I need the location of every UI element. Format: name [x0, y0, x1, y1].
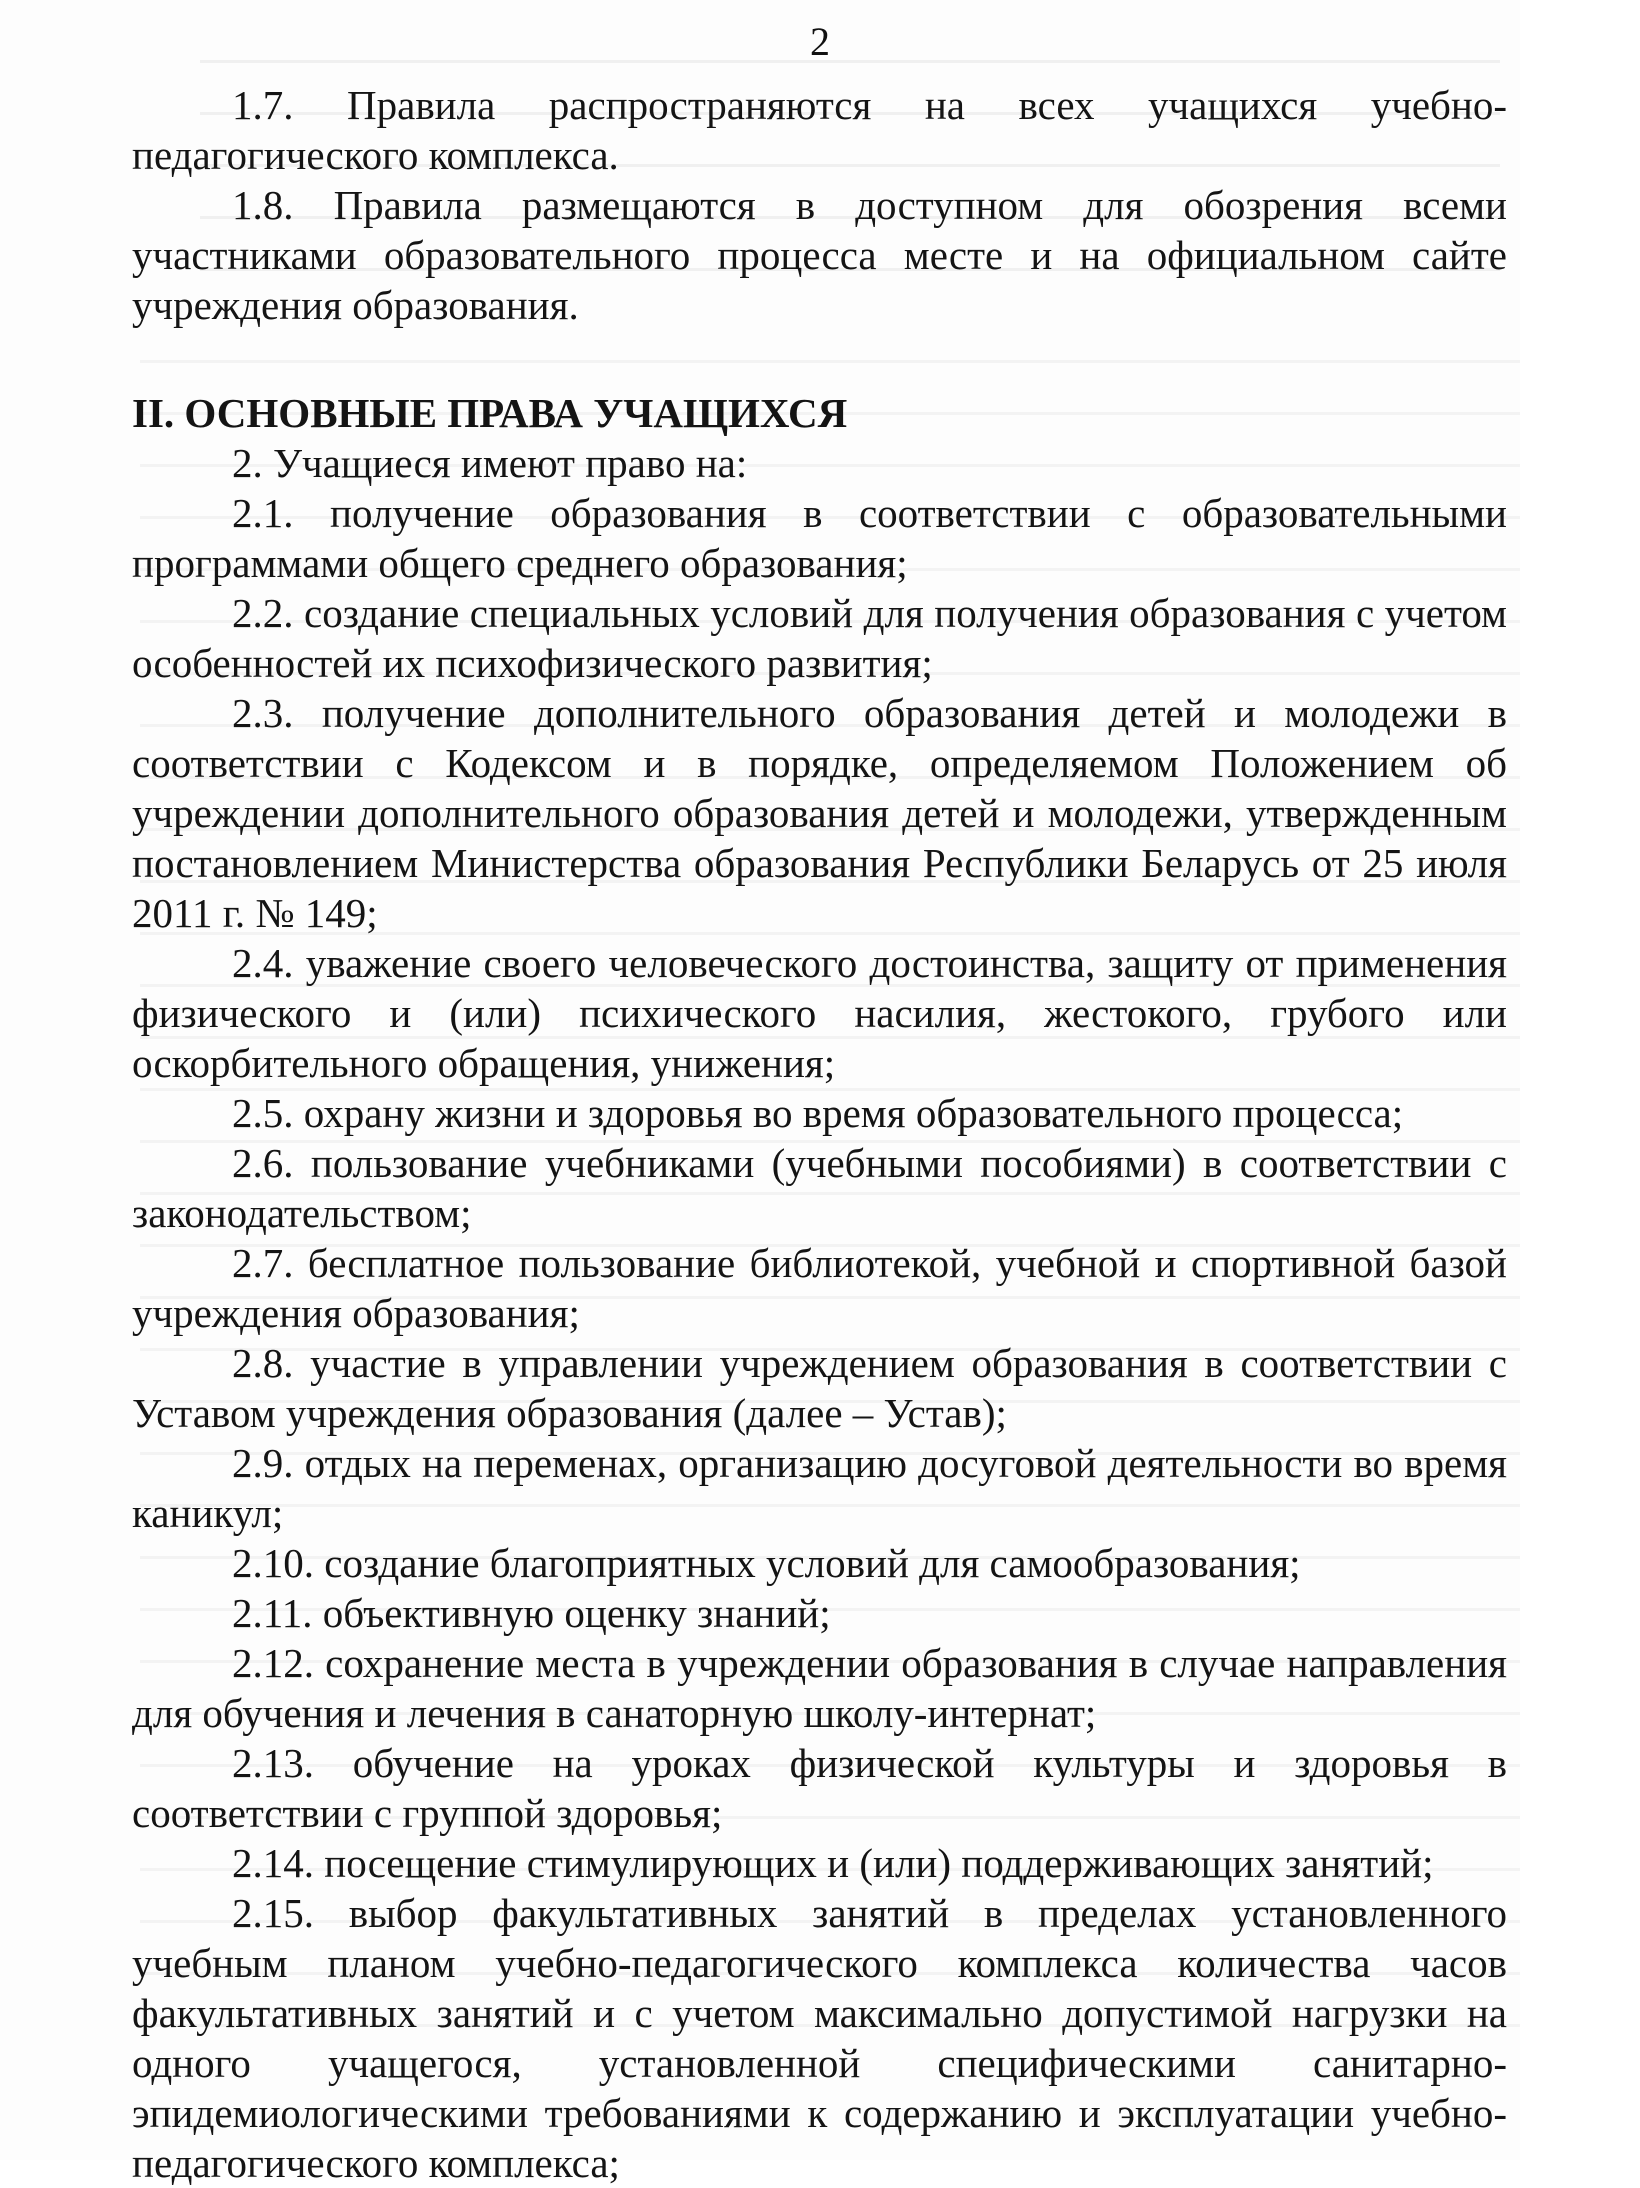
section-spacer	[132, 330, 1507, 388]
document-body	[132, 80, 1507, 2188]
paragraph-2-15: 2.15. выбор факультативных занятий в пределах установленного учебным планом учебно-педагогического комплекса количества часов факультативных занятий и с учетом максимально допустимой нагрузки на одного учащегося, установленной специфическими санитарно-эпидемиологическими требованиями к содержанию и эксплуатации учебно-педагогического комплекса;	[132, 1890, 1507, 2186]
paragraph-2-14: 2.14. посещение стимулирующих и (или) поддерживающих занятий;	[232, 1840, 1434, 1886]
paragraph-2-10: 2.10. создание благоприятных условий для самообразования;	[232, 1540, 1301, 1586]
paragraph-2-6: 2.6. пользование учебниками (учебными пособиями) в соответствии с законодательством;	[132, 1140, 1507, 1236]
section-heading: II. ОСНОВНЫЕ ПРАВА УЧАЩИХСЯ	[132, 390, 848, 436]
paragraph-2-7: 2.7. бесплатное пользование библиотекой, учебной и спортивной базой учреждения образования;	[132, 1240, 1507, 1336]
paragraph-2: 2. Учащиеся имеют право на:	[232, 440, 748, 486]
paragraph-2-2: 2.2. создание специальных условий для получения образования с учетом особенностей их психофизического развития;	[132, 590, 1507, 686]
paragraph-2-11: 2.11. объективную оценку знаний;	[232, 1590, 831, 1636]
paragraph-2-13: 2.13. обучение на уроках физической культуры и здоровья в соответствии с группой здоровья;	[132, 1740, 1507, 1836]
page-number: 2	[810, 19, 830, 64]
paragraph-1-8: 1.8. Правила размещаются в доступном для обозрения всеми участниками образовательного процесса месте и на официальном сайте учреждения образования.	[132, 182, 1507, 328]
paragraph-2-4: 2.4. уважение своего человеческого достоинства, защиту от применения физического и (или) психического насилия, жестокого, грубого или оскорбительного обращения, унижения;	[132, 940, 1507, 1086]
paragraph-2-8: 2.8. участие в управлении учреждением образования в соответствии с Уставом учреждения образования (далее – Устав);	[132, 1340, 1507, 1436]
paragraph-2-12: 2.12. сохранение места в учреждении образования в случае направления для обучения и лечения в санаторную школу-интернат;	[132, 1640, 1507, 1736]
paragraph-2-3: 2.3. получение дополнительного образования детей и молодежи в соответствии с Кодексом и в порядке, определяемом Положением об учреждении дополнительного образования детей и молодежи, утвержденным постановлением Министерства образования Республики Беларусь от 25 июля 2011 г. № 149;	[132, 690, 1507, 936]
paragraph-2-5: 2.5. охрану жизни и здоровья во время образовательного процесса;	[232, 1090, 1404, 1136]
paragraph-2-9: 2.9. отдых на переменах, организацию досуговой деятельности во время каникул;	[132, 1440, 1507, 1536]
paragraph-2-1: 2.1. получение образования в соответствии с образовательными программами общего среднего образования;	[132, 490, 1507, 586]
paragraph-1-7: 1.7. Правила распространяются на всех учащихся учебно-педагогического комплекса.	[132, 82, 1507, 178]
